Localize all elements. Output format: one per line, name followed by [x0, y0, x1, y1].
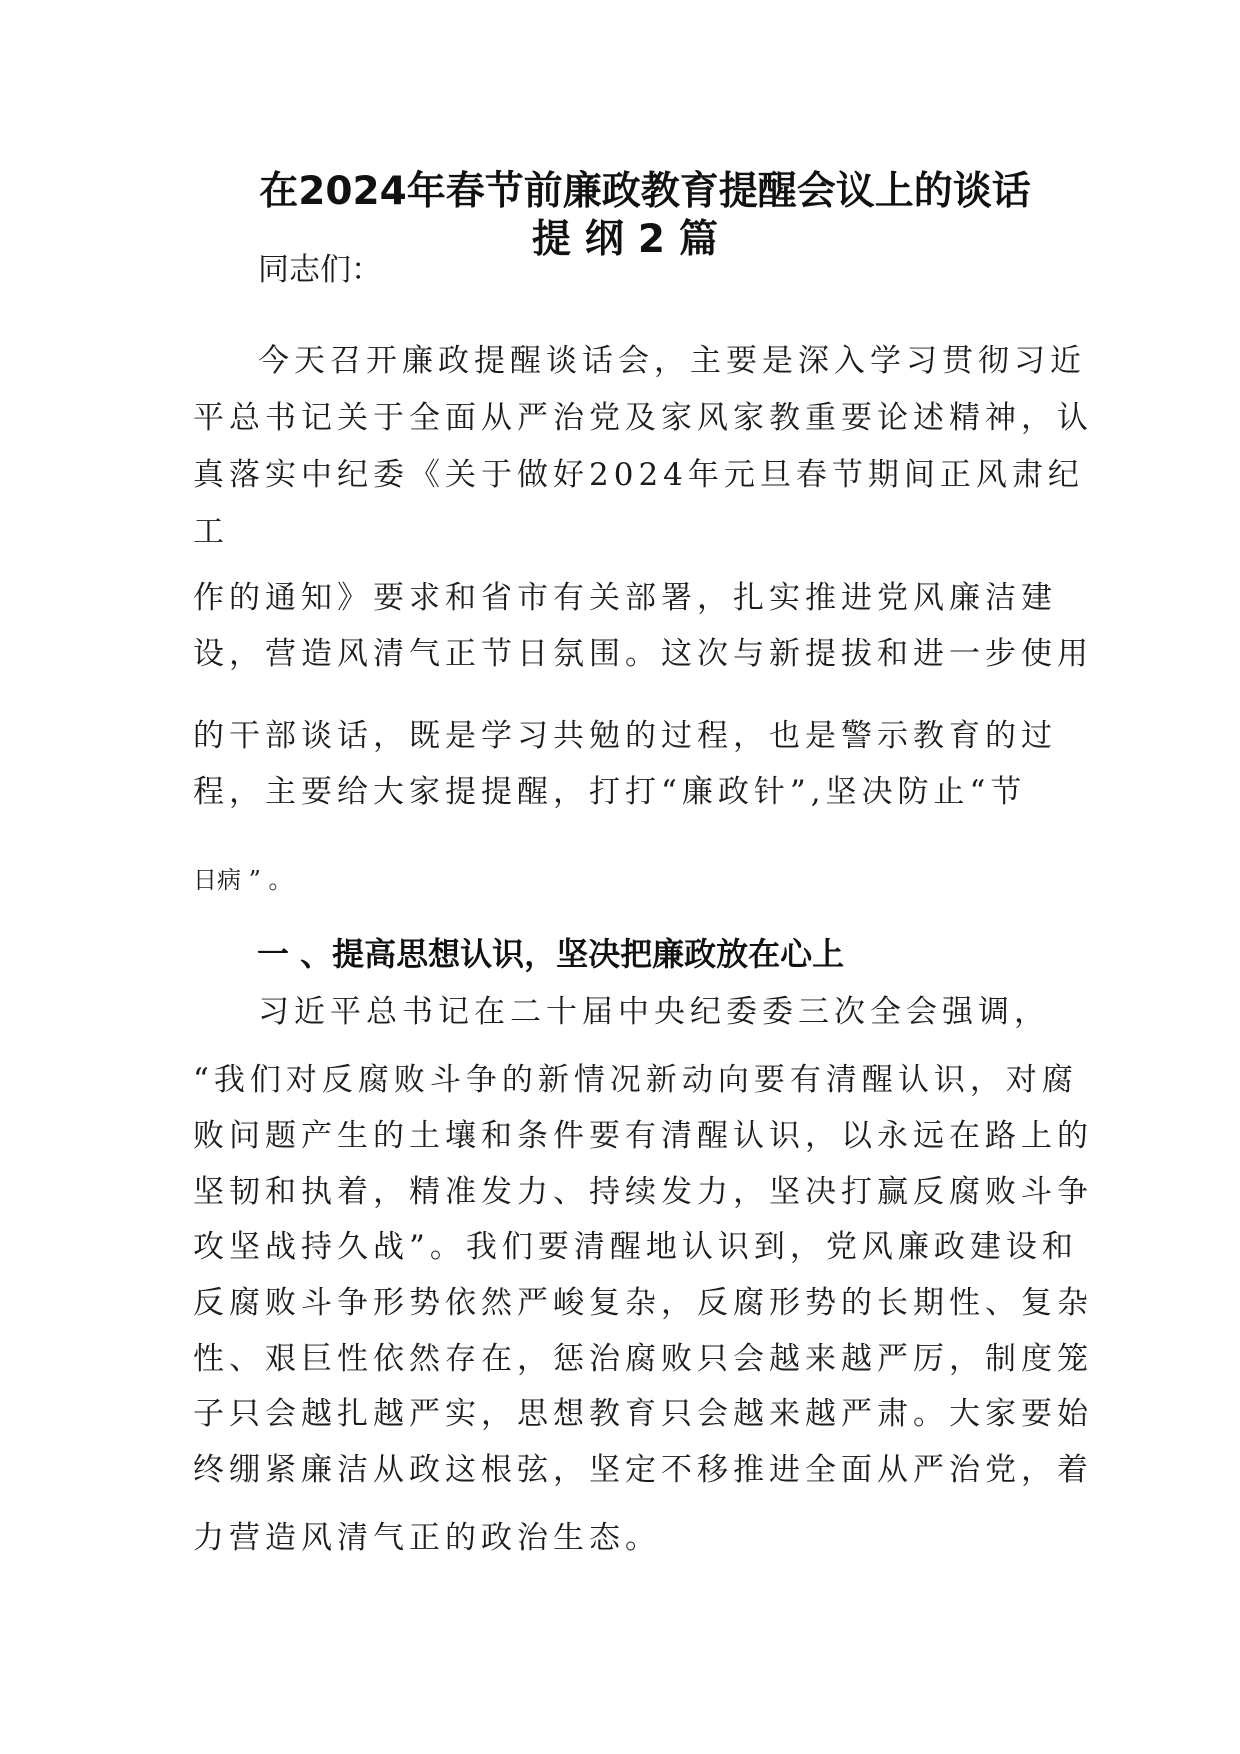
paragraph-line: 真落实中纪委《关于做好2024年元旦春节期间正风肃纪: [193, 457, 1084, 493]
paragraph-line: 工: [193, 514, 224, 550]
paragraph-line: 今天召开廉政提醒谈话会，主要是深入学习贯彻习近: [258, 343, 1086, 379]
paragraph-line: 攻坚战持久战”。我们要清醒地认识到，党风廉政建设和: [193, 1229, 1078, 1265]
salutation: 同志们：: [258, 252, 382, 288]
document-title-line-2: 提纲2篇: [531, 217, 733, 262]
paragraph-line: 坚韧和执着，精准发力、持续发力，坚决打赢反腐败斗争: [193, 1174, 1093, 1210]
paragraph-line: 终绷紧廉洁从政这根弦，坚定不移推进全面从严治党，着: [193, 1452, 1093, 1488]
paragraph-line: “我们对反腐败斗争的新情况新动向要有清醒认识，对腐: [193, 1062, 1078, 1098]
paragraph-line: 习近平总书记在二十届中央纪委委三次全会强调，: [258, 994, 1050, 1030]
paragraph-line: 日病 ” 。: [193, 866, 293, 894]
paragraph-line: 反腐败斗争形势依然严峻复杂，反腐形势的长期性、复杂: [193, 1285, 1093, 1321]
paragraph-line: 力营造风清气正的政治生态。: [193, 1520, 661, 1556]
document-title-line-1: 在2024年春节前廉政教育提醒会议上的谈话: [259, 169, 1031, 214]
section-heading: 一 、提高思想认识，坚决把廉政放在心上: [257, 935, 845, 973]
paragraph-line: 子只会越扎越严实，思想教育只会越来越严肃。大家要始: [193, 1396, 1093, 1432]
paragraph-line: 作的通知》要求和省市有关部署，扎实推进党风廉洁建: [193, 580, 1057, 616]
paragraph-line: 程，主要给大家提提醒，打打“廉政针”,坚决防止“节: [193, 774, 1027, 810]
paragraph-line: 设，营造风清气正节日氛围。这次与新提拔和进一步使用: [193, 636, 1093, 672]
paragraph-line: 平总书记关于全面从严治党及家风家教重要论述精神，认: [193, 400, 1093, 436]
paragraph-line: 性、艰巨性依然存在，惩治腐败只会越来越严厉，制度笼: [193, 1341, 1093, 1377]
paragraph-line: 败问题产生的土壤和条件要有清醒认识，以永远在路上的: [193, 1118, 1093, 1154]
paragraph-line: 的干部谈话，既是学习共勉的过程，也是警示教育的过: [193, 718, 1057, 754]
